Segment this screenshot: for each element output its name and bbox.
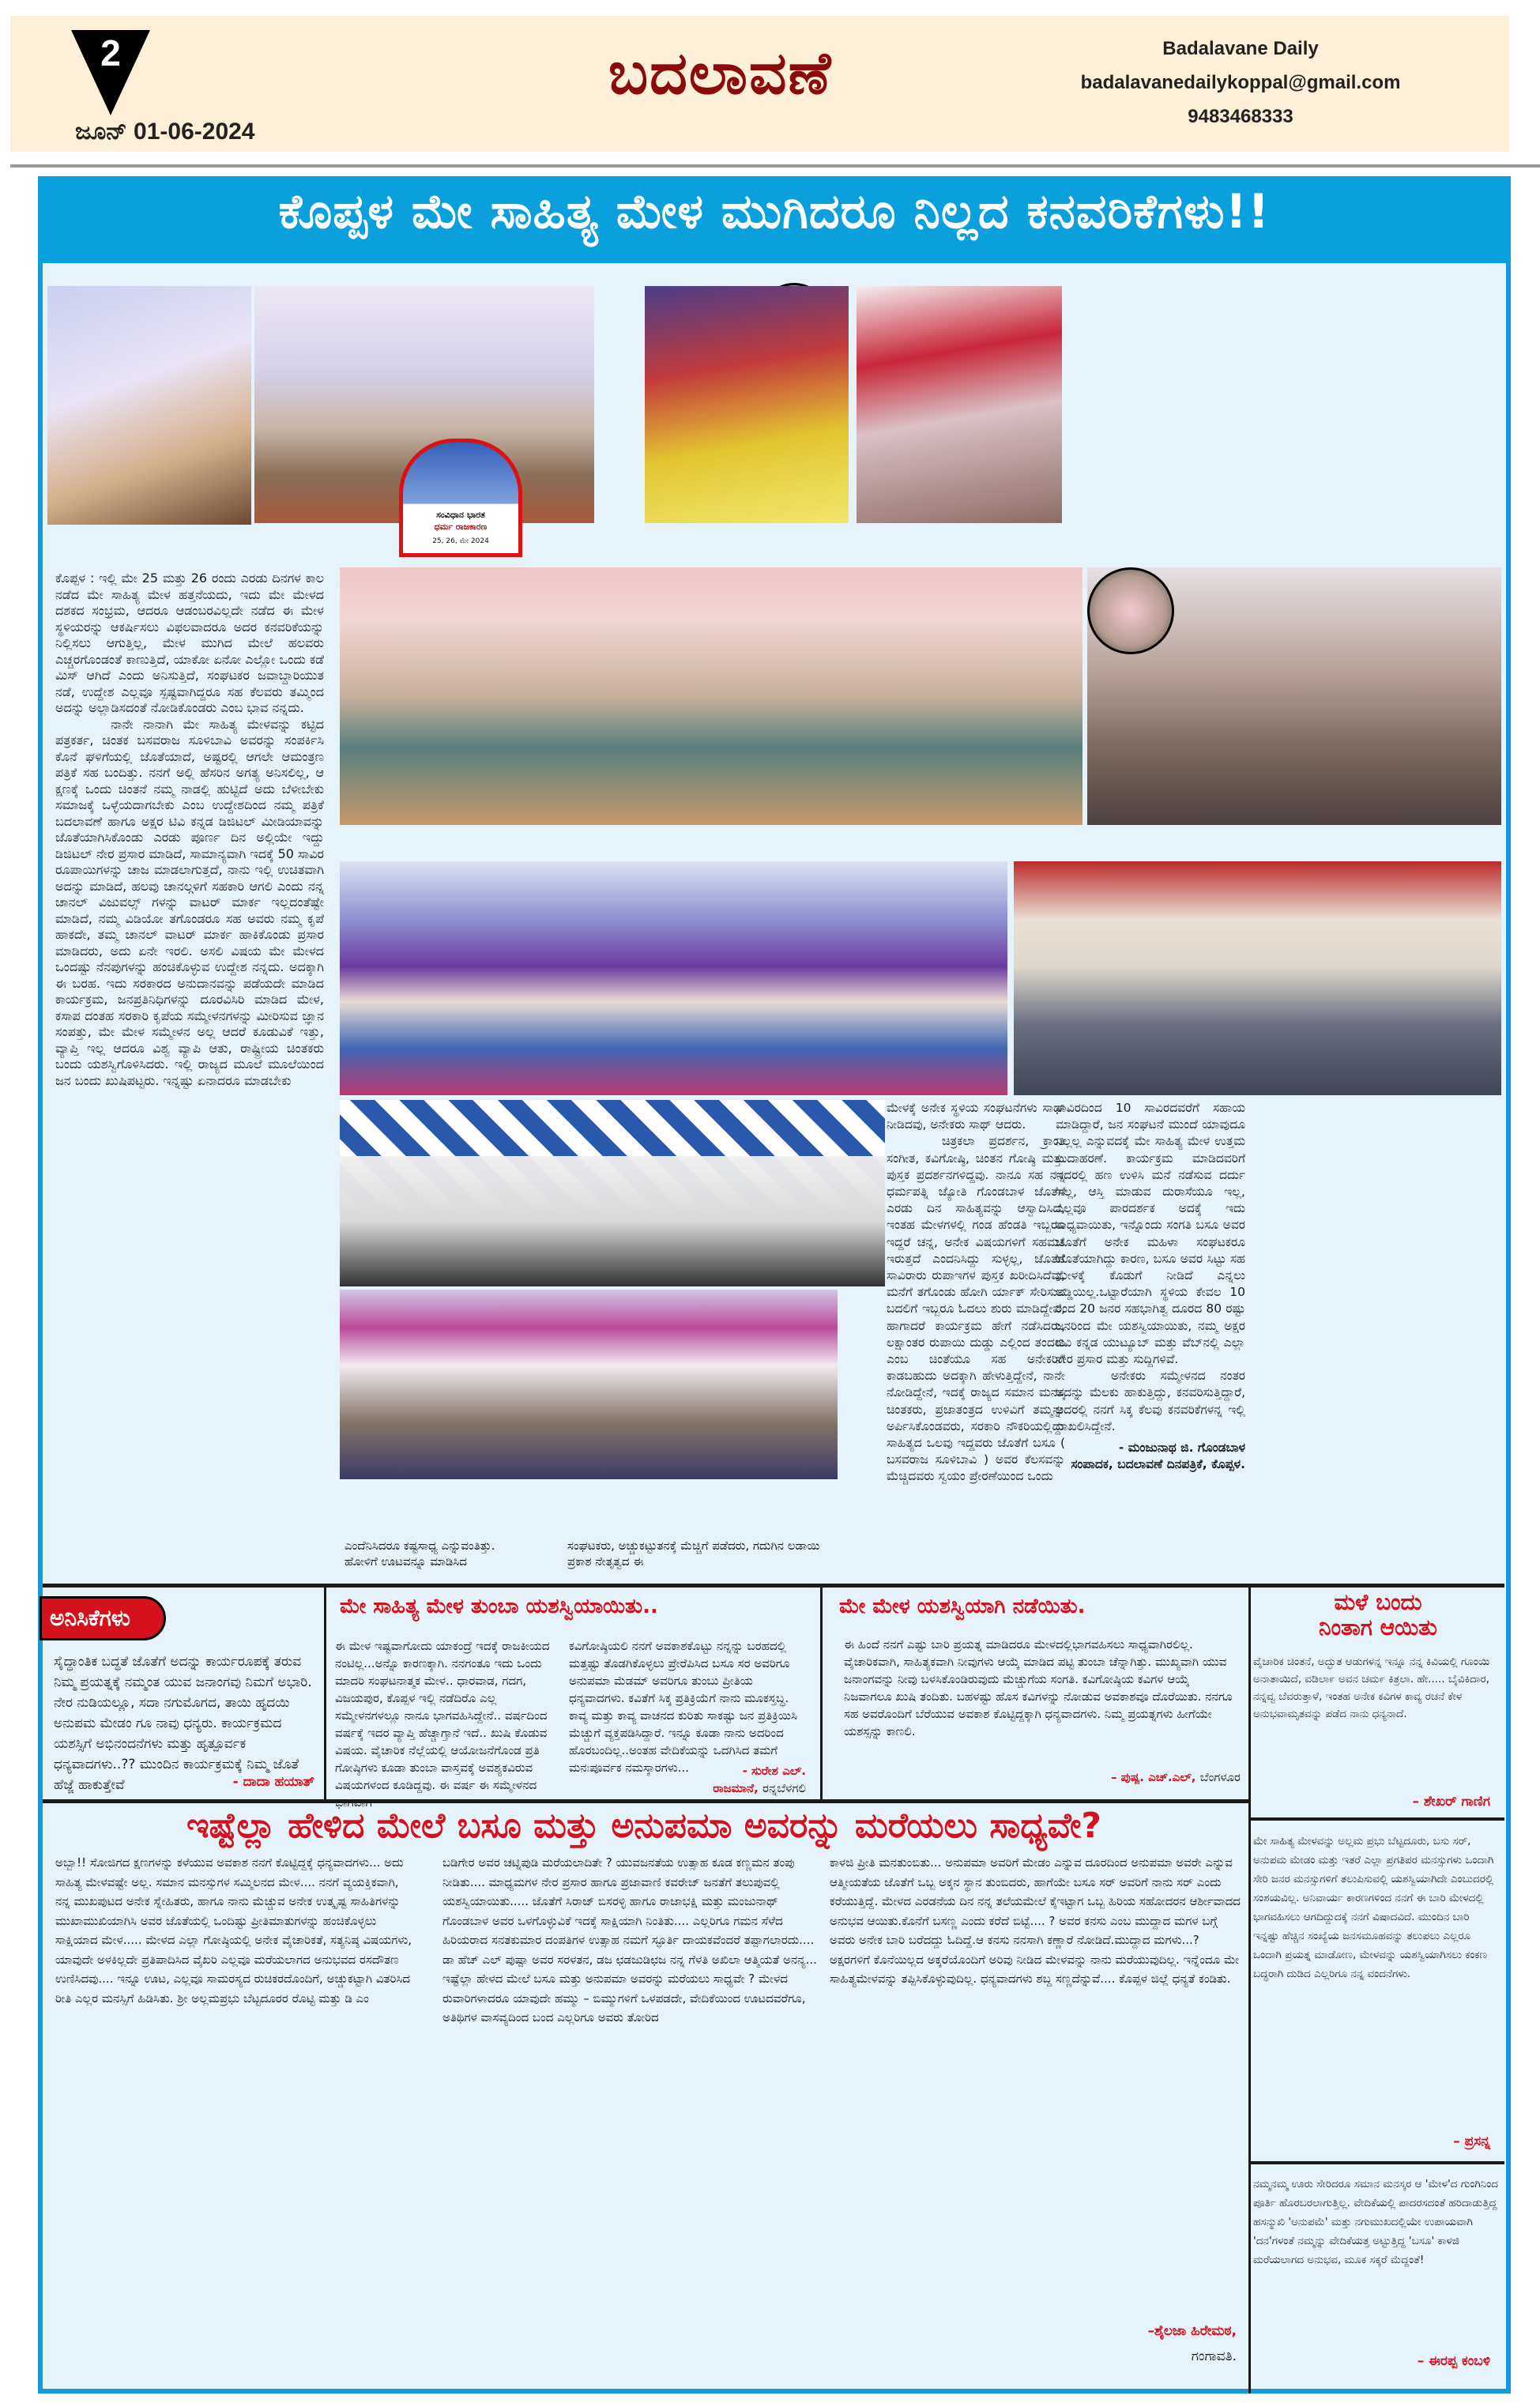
- article-paragraph: ಸಾವಿರದಿಂದ 10 ಸಾವಿರದವರೆಗೆ ಸಹಾಯ ಮಾಡಿದ್ದಾರೆ, ಜನ ಸಂಘಟನೆ ಮುಂದೆ ಯಾವುದೂ ನಿಲ್ಲಲ್ಲ ಎನ್ನುವದಕ್ಕೆ ಮೇ ಸಾಹಿತ್ಯ ಮೇಳ ಉತ್ತಮ ಉದಾಹರಣೆ. ಕಾರ್ಯಕ್ರಮ ಮಾಡಿದವರಿಗೆ ಇದರಲ್ಲಿ ಹಣ ಉಳಿಸಿ ಮನೆ ನಡೆಸುವ ದರ್ದು ಇಲ್ಲ, ಆಸ್ತಿ ಮಾಡುವ ದುರಾಸೆಯೂ ಇಲ್ಲ, ಎಲ್ಲವೂ ಪಾರದರ್ಶಕ ಅದಕ್ಕೆ ಇದು ಸಾಧ್ಯವಾಯಿತು, ಇನ್ನೊಂದು ಸಂಗತಿ ಬಸೂ ಅವರ ಜೊತೆಗೆ ಅನೇಕ ಮಹಿಳಾ ಸಂಘಟಕರೂ ಜೊತೆಯಾಗಿದ್ದು ಕಾರಣ, ಬಸೂ ಅವರ ಸಿಟ್ಟು ಸಹ ಮೇಳಕ್ಕೆ ಕೊಡುಗೆ ನೀಡಿದೆ ಎನ್ನಲು ಅಡ್ಡಿಯಿಲ್ಲ.ಒಟ್ಟಾರೆಯಾಗಿ ಸ್ಥಳಿಯ ಕೇವಲ 10 ರಿಂದ 20 ಜನರ ಸಹಭಾಗಿತ್ವ ದೂರದ 80 ರಷ್ಟು ಜನರಿಂದ ಮೇ ಯಶಸ್ವಿಯಾಯಿತು, ನಮ್ಮ ಅಕ್ಷರ ಟಿವಿ ಕನ್ನಡ ಯುಟ್ಯೂಬ್ ಮತ್ತು ವೆಬ್‌ನಲ್ಲಿ ಎಲ್ಲಾ ನೇರ ಪ್ರಸಾರ ಮತ್ತು ಸುದ್ದಿಗಳಿವೆ.: [1056, 1101, 1245, 1367]
- article-paragraph: ಚಿತ್ರಕಲಾ ಪ್ರದರ್ಶನ, ಕ್ರಾಂತಿ ಸಂಗೀತ, ಕವಿಗೋಷ್ಠಿ, ಚಿಂತನ ಗೋಷ್ಠಿ ಮತ್ತು ಪುಸ್ತಕ ಪ್ರದರ್ಶನಗಳಿದ್ದವು. ನಾನೂ ಸಹ ನನ್ನ ಧರ್ಮಪತ್ನಿ ಜ್ಯೋತಿ ಗೊಂಡಬಾಳ ಜೊತೆಗೆ ಎರಡು ದಿನ ಸಾಹಿತ್ಯವನ್ನು ಆಸ್ವಾದಿಸಿದೆ, ಇಂತಹ ಮೇಳಗಳಲ್ಲಿ ಗಂಡ ಹೆಂಡತಿ ಇಬ್ಬರೂ ಇದ್ದರೆ ಚನ್ನ, ಅನೇಕ ವಿಷಯಗಳಿಗೆ ಸಹಮತಿ ಇರುತ್ತದೆ ಎಂದನಿಸಿದ್ದು ಸುಳ್ಳಲ್ಲ, ಜೊತೆಗೆ ಸಾವಿರಾರು ರುಪಾಇಗಳ ಪುಸ್ತಕ ಖರೀದಿಸಿದೆವು, ಮನೆಗೆ ತಗೊಂಡು ಹೋಗಿ ರ್ಯಾಕ್ ಸೇರಿಸುವ ಬದಲಿಗೆ ಇಬ್ಬರೂ ಓದಲು ಶುರು ಮಾಡಿದ್ದೇವೆ, ಹಾಗಾದರೆ ಕಾರ್ಯಕ್ರಮ ಹೇಗೆ ನಡೆಸಿದರು, ಲಕ್ಷಾಂತರ ರುಪಾಯಿ ದುಡ್ಡು ಎಲ್ಲಿಂದ ತಂದರು ಎಂಬ ಚಿಂತೆಯೂ ಸಹ ಅನೇಕರಿಗೆ ಕಾಡಬಹುದು ಅದಕ್ಕಾಗಿ ಹೇಳುತ್ತಿದ್ದೇನೆ, ನಾನೇ ನೋಡಿದ್ದೇನೆ, ಇದಕ್ಕೆ ರಾಜ್ಯದ ಸಮಾನ ಮನಸ್ಕ ಚಿಂತಕರು, ಪ್ರಜಾತಂತ್ರದ ಉಳಿವಿಗೆ ತಮ್ಮನ್ನು ಅರ್ಪಿಸಿಕೊಂಡವರು, ಸರಕಾರಿ ನೌಕರಿಯಲ್ಲಿದ್ದು ಸಾಹಿತ್ಯದ ಒಲವು ಇದ್ದವರು ಜೊತೆಗೆ ಬಸೂ ( ಬಸವರಾಜ ಸೂಳಿಬಾವಿ ) ಅವರ ಕೆಲಸವನ್ನು ಮೆಚ್ಚಿದವರು ಸ್ವಯಂ ಪ್ರೇರಣೆಯಿಂದ ಒಂದು: [887, 1134, 1065, 1484]
- bottom-article-author-place: ಗಂಗಾವತಿ.: [1191, 2348, 1237, 2364]
- opinion-1-text: ಸೈದ್ಧಾಂತಿಕ ಬದ್ಧತೆ ಜೊತೆಗೆ ಅದನ್ನು ಕಾರ್ಯರೂಪಕ್ಕೆ ತರುವ ನಿಮ್ಮ ಪ್ರಯತ್ನಕ್ಕೆ ನಮ್ಮಂತ ಯುವ ಜನಾಂಗವು ನಿಮಗೆ ಅಭಾರಿ. ನೇರ ನುಡಿಯಲ್ಲೂ, ಸದಾ ನಗುಮೊಗದ, ತಾಯಿ ಹೃದಯಿ ಅನುಪಮ ಮೇಡಂ ಗೂ ನಾವು ಧನ್ಯರು. ಕಾರ್ಯಕ್ರಮದ ಯಶಸ್ಸಿಗೆ ಅಭಿನಂದನೆಗಳು ಮತ್ತು ಹೃತ್ಪೂರ್ವಕ ಧನ್ಯವಾದಗಳು..?? ಮುಂದಿನ ಕಾರ್ಯಕ್ರಮಕ್ಕೆ ನಿಮ್ಮ ಜೊತೆ ಹೆಜ್ಜೆ ಹಾಕುತ್ತೇವೆ: [54, 1654, 312, 1793]
- photo-group-checkered: [340, 1100, 885, 1286]
- opinion-3-text: ಈ ಹಿಂದೆ ನನಗೆ ಎಷ್ಟು ಬಾರಿ ಪ್ರಯತ್ನ ಮಾಡಿದರೂ ಮೇಳದಲ್ಲಿಭಾಗವಹಿಸಲು ಸಾಧ್ಯವಾಗಿರಲಿಲ್ಲ. ವೈಚಾರಿಕವಾಗಿ, ಸಾಹಿತ್ಯಕವಾಗಿ ನೀವುಗಳು ಆಯ್ಕೆ ಮಾಡಿದ ಪಟ್ಟಿ ತುಂಬಾ ಚೆನ್ನಾಗಿತ್ತು. ಮುಖ್ಯವಾಗಿ ಯುವ ಜನಾಂಗವನ್ನು ನೀವು ಬಳಸಿಕೊಂಡಿರುವುದು ಮೆಚ್ಚುಗೆಯ ಸಂಗತಿ. ಕವಿಗೋಷ್ಠಿಯ ಕವಿಗಳ ಆಯ್ಕೆ ನಿಜವಾಗಲೂ ಖುಷಿ ತಂದಿತು. ಬಹಳಷ್ಟು ಹೊಸ ಕವಿಗಳನ್ನು ನೋಡುವ ಅವಕಾಶವೂ ದೊರೆಯಿತು. ನನಗೂ ಸಹ ಅವರೊಂದಿಗೆ ಬೆರೆಯುವ ಅವಕಾಶ ಕೊಟ್ಟಿದ್ದಕ್ಕಾಗಿ ಧನ್ಯವಾದಗಳು. ನಿಮ್ಮ ಪ್ರಯತ್ನಗಳು ಹೀಗೆಯೇ ಯಶಸ್ಸನ್ನು ಕಾಣಲಿ.: [844, 1637, 1233, 1738]
- opinion-1-author: - ದಾದಾ ಹಯಾತ್: [232, 1774, 314, 1790]
- column-divider: [820, 1588, 823, 1801]
- opinion-2-column-2: ಕವಿಗೋಷ್ಠಿಯಲಿ ನನಗೆ ಅವಕಾಶಕೊಟ್ಟು ನನ್ನನ್ನು ಬರಹದಲ್ಲಿ ಮತ್ತಷ್ಟು ತೊಡಗಿಕೊಳ್ಳಲು ಪ್ರೇರೆಪಿಸಿದ ಬಸೂ ಸರ ಅವರಿಗೂ ಅನುಪಮಾ ಮೆಡಮ್ ಅವರಿಗೂ ತುಂಬು ಪ್ರೀತಿಯ ಧನ್ಯವಾದಗಳು. ಕವಿತೆಗೆ ಸಿಕ್ಕ ಪ್ರತಿಕ್ರಿಯೆಗೆ ನಾನು ಮೂಕಸ್ತಬ್ಧ. ಕಾವ್ಯ ಮತ್ತು ಕಾವ್ಯ ವಾಚನದ ಕುರಿತು ಸಾಕಷ್ಟು ಜನ ಪ್ರತಿಕ್ರಿಯಿಸಿ ಮೆಚ್ಚುಗೆ ವ್ಯಕ್ತಪಡಿಸಿದ್ದಾರೆ. ಇನ್ನೂ ಕೂಡಾ ನಾನು ಅದರಿಂದ ಹೊರಬಂದಿಲ್ಲ..ಅಂತಹ ವೇದಿಕೆಯನ್ನು ಒದಗಿಸಿದ ತಮಗೆ ಮನಃಪೂರ್ವಕ ನಮಸ್ಕಾರಗಳು...: [569, 1639, 797, 1775]
- article-continuation-left: ಎಂದೆನಿಸಿದರೂ ಕಷ್ಟಸಾಧ್ಯ ಎನ್ನುವಂತಿತ್ತು. ಹೋಳಿಗೆ ಊಟವನ್ನೂ ಮಾಡಿಸಿದ: [345, 1539, 495, 1569]
- opinion-3-author-place: ಬೆಂಗಳೂರ: [1199, 1770, 1241, 1784]
- article-paragraph: ನಾನೇ ನಾನಾಗಿ ಮೇ ಸಾಹಿತ್ಯ ಮೇಳವನ್ನು ಕಟ್ಟಿದ ಪತ್ರಕರ್ತ, ಚಿಂತಕ ಬಸವರಾಜ ಸೂಳಿಬಾವಿ ಅವರನ್ನು ಸಂಪರ್ಕಿಸಿ ಕೊನೆ ಘಳಿಗೆಯಲ್ಲಿ ಜೊತೆಯಾದೆ, ಅಷ್ಟರಲ್ಲಿ ಆಗಲೇ ಆಮಂತ್ರಣ ಪತ್ರಿಕೆ ಸಹ ಬಂದಿತ್ತು. ನನಗೆ ಅಲ್ಲಿ ಹೆಸರಿನ ಅಗತ್ಯ ಅನಿಸಲಿಲ್ಲ, ಆ ಕ್ಷಣಕ್ಕೆ ಒಂದು ಚಿಂತನೆ ನಮ್ಮ ನಾಡಲ್ಲಿ ಹುಟ್ಟಿದೆ ಅದು ಬೆಳೀಬೇಕು ಸಮಾಜಕ್ಕೆ ಒಳ್ಳೆಯದಾಗಬೇಕು ಎಂಬ ಉದ್ದೇಶದಿಂದ ನಮ್ಮ ಪತ್ರಿಕೆ ಬದಲಾವಣೆ ಹಾಗೂ ಅಕ್ಷರ ಟಿವಿ ಕನ್ನಡ ಡಿಜಿಟಲ್ ಮೀಡಿಯಾವನ್ನು ಜೊತೆಯಾಗಿಸಿಕೊಂಡು ಎರಡು ಪೂರ್ಣ ದಿನ ಅಲ್ಲಿಯೇ ಇದ್ದು ಡಿಜಿಟಲ್ ನೇರ ಪ್ರಸಾರ ಮಾಡಿದೆ, ಸಾಮಾನ್ಯವಾಗಿ ಇದಕ್ಕೆ 50 ಸಾವಿರ ರೂಪಾಯಿಗಳನ್ನು ಚಾಜ ಮಾಡಲಾಗುತ್ತದೆ, ನಾನು ಇಲ್ಲಿ ಉಚಿತವಾಗಿ ಅದನ್ನು ಮಾಡಿದೆ, ಹಲವು ಚಾನಲ್ಗಳಿಗೆ ಸಹಕಾರಿ ಆಗಲಿ ಎಂದು ನನ್ನ ಚಾನಲ್ ವಿಜುವಲ್ಸ್ ಗಳನ್ನು ವಾಟರ್ ಮಾರ್ಕ ಇಲ್ಲದಂತೆಷ್ಟೇ ಮಾಡಿದೆ, ನಮ್ಮ ವಿಡಿಯೋ ತಗೊಂಡರೂ ಸಹ ಅವರು ನಮ್ಮ ಕೃಪೆ ಹಾಕದೇ, ತಮ್ಮ ಚಾನಲ್ ವಾಟರ್ ಮಾರ್ಕ ಹಾಕಿಕೊಂಡು ಪ್ರಸಾರ ಮಾಡಿದರು, ಅದು ಏನೇ ಇರಲಿ. ಅಸಲಿ ವಿಷಯ ಮೇ ಮೇಳದ ಒಂದಷ್ಟು ನೆನಪುಗಳನ್ನು ಹಂಚಿಕೊಳ್ಳುವ ಉದ್ದೇಶ ನನ್ನದು. ಅದಕ್ಕಾಗಿ ಈ ಬರಹ. ಇದು ಸರಕಾರದ ಅನುದಾನವನ್ನು ಪಡೆಯದೇ ಮಾಡಿದ ಕಾರ್ಯಕ್ರಮ, ಜನಪ್ರತಿನಿಧಿಗಳನ್ನು ದೂರವಿಸಿರಿ ಮಾಡಿದ ಮೇಳ, ಕಸಾಪ ದಂತಹ ಸರಕಾರಿ ಕೃಪೆಯ ಸಮ್ಮೇಳನಗಳನ್ನು ಮೀರಿಸುವ ಜ್ಞಾನ ಸಂಪತ್ತು, ಮೇ ಮೇಳ ಸಮ್ಮೇಳನ ಅಲ್ಲ ಆದರೆ ಕೂಡುವಿಕೆ ಇತ್ತು, ವ್ಯಾಪ್ತಿ ಇಲ್ಲ ಆದರೂ ವಿಶ್ವ ವ್ಯಾಪಿ ಆತು, ರಾಷ್ಟ್ರೀಯ ಚಿಂತಕರು ಬಂದು ಯಶಸ್ವಿಗೊಳಿಸಿದರು. ಇಲ್ಲಿ ರಾಜ್ಯದ ಮೂಲೆ ಮೂಲೆಯಿಂದ ಜನ ಬಂದು ಖುಷಿಪಟ್ಟರು. ಇನ್ನಷ್ಟು ಏನಾದರೂ ಮಾಡಬೇಕು: [55, 716, 324, 1088]
- opinion-4-author: – ಶೇಖರ್ ಗಾಣಿಗ: [1412, 1794, 1490, 1810]
- bottom-article-column-2: ಬಡಿಗೇರ ಅವರ ಚಟ್ನಿಪುಡಿ ಮರೆಯಲಾದಿತೇ ? ಯುವಜನತೆಯ ಉತ್ಸಾಹ ಕೂಡ ಕಣ್ಣಮನ ತಂಪು ನೀಡಿತು.... ಮಾಧ್ಯಮಗಳ ನೇರ ಪ್ರಸಾರ ಹಾಗೂ ಪ್ರಜಾವಾಣಿ ಕವರೇಜ್ ಜನತೆಗೆ ತಲುಪುವಲ್ಲಿ ಯಶಸ್ವಿಯಾಯಿತು..... ಜೊತೆಗೆ ಸಿರಾಜ್ ಬಿಸರಳ್ಳಿ ಹಾಗೂ ರಾಜಾಭಕ್ಷಿ ಮತ್ತು ಮಂಜುನಾಥ್ ಗೊಂಡಬಾಳ ಅವರ ಒಳಗೊಳ್ಳುವಿಕೆ ಇದಕ್ಕೆ ಸಾಕ್ಷಿಯಾಗಿ ನಿಂತಿತು.... ಎಲ್ಲರಿಗೂ ಗಮನ ಸೆಳೆದ ಹಿರಿಯರಾದ ಸನತಕುಮಾರ ದಂಪತಿಗಳ ಉತ್ಸಾಹ ನಮಗೆ ಸ್ಫೂರ್ತಿ ದಾಯಕವೆಂದರೆ ತಪ್ಪಾಗಲಾರದು.... ಡಾ ಹೆಚ್ ಎಲ್ ಪುಷ್ಪಾ ಅವರ ಸರಳತನ, ಡಜ ಛಡಜುಡಿಛಜ ನನ್ನ ಗೆಳತಿ ಅಖಿಲಾ ಆತ್ಮಿಯತೆ ಅನನ್ಯ... ಇಷ್ಟೆಲ್ಲಾ ಹೇಳದ ಮೇಲೆ ಬಸೂ ಮತ್ತು ಅನುಪಮಾ ಅವರನ್ನು ಮರೆಯಲು ಸಾಧ್ಯವೇ ? ಮೇಳದ ರುವಾರಿಗಳಾದರೂ ಯಾವುದೇ ಹಮ್ಮು – ಬಿಮ್ಮುಗಳಿಗೆ ಒಳಪಡದೇ, ವೇದಿಕೆಯಿಂದ ಊಟದವರೆಗೂ, ಅತಿಥಿಗಳ ವಾಸವ್ಯದಿಂದ ಬಂದ ಎಲ್ಲರಿಗೂ ಅವರು ತೋರಿದ: [442, 1855, 817, 2024]
- opinion-5-text: ಮೇ ಸಾಹಿತ್ಯ ಮೇಳವನ್ನು ಅಲ್ಲಮ ಪ್ರಭು ಬೆಟ್ಟದೂರು, ಬಸು ಸರ್, ಅನುಪಮ ಮೇಡಂ ಮತ್ತು ಇತರೆ ಎಲ್ಲಾ ಪ್ರಗತಿಪರ ಮನಸ್ಸುಗಳು ಒಂದಾಗಿ ಸೇರಿ ಜನರ ಮನಸ್ಸುಗಳಿಗೆ ತಲುಪಿಸುವಲ್ಲಿ ಯಶಸ್ವಿಯಾಗಿದೇ ಎಂಬುದರಲ್ಲಿ ಸಂಶಯವಿಲ್ಲ. ಅನಿವಾರ್ಯ ಕಾರಣಗಳಿಂದ ನನಗೆ ಈ ಬಾರಿ ಮೇಳದಲ್ಲಿ ಭಾಗವಹಿಸಲು ಆಗದಿದ್ದುದಕ್ಕೆ ನನಗೆ ವಿಷಾದವಿದೆ. ಮುಂದಿನ ಬಾರಿ ಇನ್ನಷ್ಟು ಹೆಚ್ಚಿನ ಸಂಖ್ಯೆಯ ಜನಸಮೂಹವನ್ನು ತಲುಪಲು ಎಲ್ಲರೂ ಒಂದಾಗಿ ಪ್ರಯತ್ನ ಮಾಡೋಣ, ಮೇಳವನ್ನು ಯಶಸ್ವಿಯಾಗಿಸಲು ಕಂಕಣ ಬದ್ಧರಾಗಿ ದುಡಿದ ಎಲ್ಲರಿಗೂ ನನ್ನ ವಂದನೆಗಳು.: [1253, 1835, 1494, 1980]
- opinion-6-text: ನಮ್ಮನಮ್ಮ ಊರು ಸೇರಿದರೂ ಸಮಾನ ಮನಸ್ಕರ ಆ 'ಮೇಳ'ದ ಗುಂಗಿನಿಂದ ಪೂರ್ತಿ ಹೊರಬರಲಾಗುತ್ತಿಲ್ಲ. ವೇದಿಕೆಯಲ್ಲಿ ಪಾದರಸದಂತೆ ಹರಿದಾಡುತ್ತಿದ್ದ ಹಸನ್ಮುಖಿ 'ಅನುಪಮೆ' ಮತ್ತು ನಗುಮುಖದಲ್ಲಿಯೇ ಉಪಾಯವಾಗಿ 'ದನ'ಗಳಂತೆ ನಮ್ಮನ್ನು ವೇದಿಕೆಯತ್ತ ಅಟ್ಟುತ್ತಿದ್ದ 'ಬಸೂ' ಕಾಳಜಿ ಮರೆಯಲಾಗದ ಅನುಭವ, ಮೂಕ ಸಕ್ಕರೆ ಮೆದ್ದಂತೆ!: [1253, 2178, 1498, 2266]
- event-poster: [399, 439, 522, 557]
- masthead-divider: [10, 164, 1540, 168]
- section-divider: [43, 1799, 1248, 1803]
- page-number-badge: [71, 30, 150, 115]
- article-column-3: [1056, 1100, 1245, 1473]
- column-divider: [1248, 1588, 1251, 2394]
- opinion-6-author: – ಈರಪ್ಪ ಕಂಬಳಿ: [1417, 2353, 1490, 2369]
- opinion-3-title: ಮೇ ಮೇಳ ಯಶಸ್ವಿಯಾಗಿ ನಡೆಯಿತು.: [839, 1595, 1086, 1618]
- opinions-section-tag: ಅನಿಸಿಕೆಗಳು: [40, 1596, 166, 1640]
- article-paragraph: ಅನೇಕರು ಸಮ್ಮೇಳನದ ನಂತರ ಅದನ್ನು ಮೆಲಕು ಹಾಕುತ್ತಿದ್ದು, ಕನವರಿಸುತ್ತಿದ್ದಾರೆ, ಅದರಲ್ಲಿ ನನಗೆ ಸಿಕ್ಕ ಕೆಲವು ಕನವರಿಕೆಗಳನ್ನ ಇಲ್ಲಿ ದಾಖಲಿಸಿದ್ದೇನೆ.: [1056, 1369, 1245, 1433]
- newspaper-logo: ಬದಲಾವಣೆ: [608, 40, 833, 107]
- article-continuation-right: ಸಂಘಟಕರು, ಅಚ್ಚುಕಟ್ಟುತನಕ್ಕೆ ಮೆಚ್ಚಿಗೆ ಪಡೆದರು, ಗದುಗಿನ ಲಡಾಯಿ ಪ್ರಕಾಶ ನೇತೃತ್ವದ ಈ: [567, 1539, 820, 1569]
- opinion-2-place: [569, 1781, 806, 1795]
- bottom-article-author: –ಶೈಲಜಾ ಹಿರೇಮಠ,: [1147, 2323, 1237, 2339]
- opinion-2-author: - ಸುರೇಶ ಎಲ್.: [742, 1764, 806, 1778]
- article-paragraph: ಮೇಳಕ್ಕೆ ಅನೇಕ ಸ್ಥಳಿಯ ಸಂಘಟನೆಗಳು ಸಾಥ್ ನೀಡಿದವು, ಅನೇಕರು ಸಾಥ್ ಆದರು.: [887, 1101, 1065, 1132]
- photo-inset-audience-speaker: [1087, 567, 1174, 654]
- article-column-1: [55, 571, 324, 1089]
- section-divider: [1248, 1817, 1504, 1821]
- photo-award-ceremony: [47, 286, 251, 525]
- photo-panel-discussion: [340, 567, 1083, 825]
- article-paragraph: ಕೊಪ್ಪಳ : ಇಲ್ಲಿ ಮೇ 25 ಮತ್ತು 26 ರಂದು ಎರಡು ದಿನಗಳ ಕಾಲ ನಡೆದ ಮೇ ಸಾಹಿತ್ಯ ಮೇಳ ಹತ್ತನೆಯದು, ಇದು ಮೇ ಮೇಳದ ದಶಕದ ಸಂಭ್ರಮ, ಆದರೂ ಆಡಂಬರವಿಲ್ಲದೇ ನಡೆದ ಈ ಮೇಳ ಸ್ಥಳಿಯರನ್ನು ಆಕರ್ಷಿಸಲು ವಿಫಲವಾದರೂ ಅದರ ಕನವರಿಕೆಯನ್ನು ನಿಲ್ಲಿಸಲು ಆಗುತ್ತಿಲ್ಲ, ಮೇಳ ಮುಗಿದ ಮೇಲೆ ಹಲವರು ಎಚ್ಚರಗೊಂಡಂತೆ ಕಾಣುತ್ತಿದೆ, ಯಾಕೋ ಏನೋ ಎಲ್ಲೋ ಒಂದು ಕಡೆ ಮಿಸ್ ಆಗಿದೆ ಎಂದು ಅನಿಸುತ್ತಿದೆ, ಸಂಘಟಕರ ಜವಾಬ್ದಾರಿಯುತ ನಡೆ, ಉದ್ದೇಶ ಎಲ್ಲವೂ ಸ್ಪಷ್ಟವಾಗಿದ್ದರೂ ಸಹ ಕೆಲವರು ತಮ್ಮಿಂದ ಅದನ್ನು ಅಲ್ಲಾಡಿಸದಂತೆ ನೋಡಿಕೊಂಡರು ಎಂಬ ಭಾವ ನನ್ನದು.: [55, 571, 324, 715]
- opinion-4-title-line-2: ನಿಂತಾಗ ಆಯಿತು: [1319, 1614, 1437, 1640]
- contact-phone: 9483468333: [1188, 106, 1293, 127]
- contact-block: [1075, 32, 1406, 134]
- issue-date: ಜೂನ್ 01-06-2024: [75, 119, 255, 145]
- photo-women-group: [857, 286, 1062, 523]
- article-byline-name: - ಮಂಜುನಾಥ ಜಿ. ಗೊಂಡಬಾಳ: [1118, 1441, 1245, 1456]
- article-column-2: [887, 1100, 1065, 1486]
- main-headline: ಕೊಪ್ಪಳ ಮೇ ಸಾಹಿತ್ಯ ಮೇಳ ಮುಗಿದರೂ ನಿಲ್ಲದ ಕನವರಿಕೆಗಳು!!: [278, 184, 1271, 239]
- section-divider: [43, 1584, 1504, 1588]
- poster-title: ಸಂವಿಧಾನ ಭಾರತ: [436, 510, 485, 520]
- photo-felicitation: [1014, 861, 1501, 1095]
- bottom-article-title: ಇಷ್ಟೆಲ್ಲಾ ಹೇಳಿದ ಮೇಲೆ ಬಸೂ ಮತ್ತು ಅನುಪಮಾ ಅವರನ್ನು ಮರೆಯಲು ಸಾಧ್ಯವೇ?: [186, 1806, 1101, 1846]
- opinion-2-title: ಮೇ ಸಾಹಿತ್ಯ ಮೇಳ ತುಂಬಾ ಯಶಸ್ವಿಯಾಯಿತು..: [340, 1595, 658, 1618]
- opinion-4-title: [1252, 1590, 1504, 1640]
- photo-woman-speaking: [645, 286, 849, 523]
- bottom-article-column-1: ಅಬ್ಬಾ!! ಸೋಜಿಗದ ಕ್ಷಣಗಳನ್ನು ಕಳೆಯುವ ಅವಕಾಶ ನನಗೆ ಕೊಟ್ಟಿದ್ದಕ್ಕೆ ಧನ್ಯವಾದಗಳು... ಅದು ಸಾಹಿತ್ಯ ಮೇಳವಷ್ಟೇ ಅಲ್ಲ. ಸಮಾನ ಮನಸ್ಸುಗಳ ಸಮ್ಮಿಲನದ ಮೇಳ.... ನನಗೆ ವ್ಯಯಕ್ತಿಕವಾಗಿ, ನನ್ನ ಮುಖಪುಟದ ಅನೇಕ ಸ್ನೇಹಿತರು, ಹಾಗೂ ನಾನು ಮೆಚ್ಚುವ ಅನೇಕ ಉತ್ಕೃಷ್ಟ ಸಾಹಿತಿಗಳನ್ನು ಮುಖಾಮುಖಿಯಾಗಿಸಿ ಅವರ ಜೊತೆಯಲ್ಲಿ ಒಂದಿಷ್ಟು ಪ್ರೀತಿಮಾತುಗಳನ್ನು ಹಂಚಿಕೊಳ್ಳಲು ಸಾಕ್ಷಿಯಾದ ಮೇಳ..... ಮೇಳದ ಎಲ್ಲಾ ಗೋಷ್ಠಿಯಲ್ಲಿ ಅನೇಕ ವೈಚಾರಿಕತೆ, ಸತ್ಯನಿಷ್ಠ ವಿಷಯಗಳು, ಯಾವುದೇ ಅಳಕಿಲ್ಲದೇ ಪ್ರತಿಪಾದಿಸಿದ ವೈಖರಿ ಎಲ್ಲವೂ ಮರೆಯಲಾಗದ ಅನುಭವದ ರಸದೌತಣ ಉಣಿಸಿದವು.... ಇನ್ನೂ ಊಟ, ಎಲ್ಲವೂ ಸಾಮರಸ್ಯದ ರುಚಿಕರದೊಂದಿಗೆ, ಅಚ್ಚುಕಟ್ಟಾಗಿ ವಿತರಿಸಿದ ರೀತಿ ಎಲ್ಲರ ಮನಸ್ಸಿಗೆ ಹಿಡಿಸಿತು. ಶ್ರೀ ಅಲ್ಲಮಪ್ರಭು ಬೆಟ್ಟದೂರರ ರೊಟ್ಟಿ ಮತ್ತು ಡಿ ಎಂ: [55, 1855, 412, 2006]
- publication-name: Badalavane Daily: [1162, 38, 1319, 59]
- bottom-article-column-3: ಕಾಳಜಿ ಪ್ರೀತಿ ಮನತುಂಬಿತು... ಅನುಪಮಾ ಅವರಿಗೆ ಮೇಡಂ ಎನ್ನುವ ದೂರದಿಂದ ಅನುಪಮಾ ಅವರೇ ಎನ್ನುವ ಆತ್ಮೀಯತೆಯ ಜೊತೆಗೆ ಒಬ್ಬ ಅಕ್ಕನ ಸ್ಥಾನ ತುಂಬಿದರು, ಹಾಗೆಯೇ ಬಸೂ ಸರ್ ಅವರಿಗೆ ನಾನು ಸರ್ ಎಂದು ಕರೆಯುತ್ತಿದ್ದೆ. ಮೇಳದ ಎರಡನೆಯ ದಿನ ನನ್ನ ತಲೆಯಮೇಲೆ ಕೈಇಟ್ಟಾಗ ಒಬ್ಬ ಹಿರಿಯ ಸಹೋದರನ ಆರ್ಶೀವಾದದ ಅನುಭವ ಆಯಿತು.ಕೊನೆಗೆ ಬಸಣ್ಣ ಎಂದು ಕರೆದೆ ಬಿಟ್ಟೆ.... ? ಅವರ ಕನಸು ಎಂಬ ಮುದ್ದಾದ ಮಗಳ ಬಗ್ಗೆ ಅವರು ಅನೇಕ ಬಾರಿ ಬರೆದದ್ದು ಓದಿದ್ದೆ.ಆ ಕನಸು ನನಸಾಗಿ ಕಣ್ಣಾರೆ ನೋಡಿದೆ.ಮುದ್ದಾದ ಮಗಳು...? ಅಕ್ಷರಗಳಿಗೆ ಕೊನೆಯಿಲ್ಲದ ಅಕ್ಕರೆಯೊಂದಿಗೆ ಅರಿವು ನೀಡಿದ ಮೇಳವನ್ನು ನಾನು ಮರೆಯುವುದಿಲ್ಲ. ಇನ್ನೆಂದೂ ಮೇ ಸಾಹಿತ್ಯಮೇಳವನ್ನು ತಪ್ಪಿಸಿಕೊಳ್ಳುವುದಿಲ್ಲ. ಧನ್ಯವಾದಗಳು ಶಬ್ದ ಸಣ್ಣದೆನ್ನುವೆ.... ಕೊಪ್ಪಳ ಜಿಲ್ಲೆ ಧನ್ಯತೆ ಕಂಡಿತು.: [830, 1855, 1241, 1986]
- opinion-2-column-1: ಈ ಮೇಳ ಇಷ್ಟವಾಗೋದು ಯಾಕಂದ್ರೆ ಇದಕ್ಕೆ ರಾಜಕೀಯದ ನಂಟಿಲ್ಲ...ಅನ್ನೊ ಕಾರಣಕ್ಕಾಗಿ. ನನಗಂತೂ ಇದು ಒಂದು ಮಾದರಿ ಸಂಘಟನಾತ್ಮಕ ಮೇಳ.. ಧಾರವಾಡ, ಗದಗ, ವಿಜಯಪುರ, ಕೊಪ್ಪಳ ಇಲ್ಲಿ ನಡೆದಿರೊ ಎಲ್ಲ ಸಮ್ಮೇಳನಗಳಲ್ಲೂ ನಾನೂ ಭಾಗವಹಿಸಿದ್ದೇನೆ.. ವರ್ಷದಿಂದ ವರ್ಷಕ್ಕೆ ಇದರ ವ್ಯಾಪ್ತಿ ಹೆಚ್ಚಾಗ್ತಾನೆ ಇದೆ.. ಖುಷಿ ಕೊಡುವ ವಿಷಯ. ವೈಚಾರಿಕ ನೆಲ್ಲೆಯಲ್ಲಿ ಆಯೋಜನೆಗೊಂಡ ಪ್ರತಿ ಗೋಷ್ಠಿಗಳು ಕೂಡಾ ತುಂಬಾ ವಾಸ್ತವಕ್ಕೆ ಅವಶ್ಯಕವಿರುವ ವಿಷಯಗಳಂದ ಕೂಡಿದ್ದವು. ಈ ವರ್ಷ ಈ ಸಮ್ಮೇಳನದ ಭಾಗವಾಗಿ: [335, 1639, 550, 1810]
- opinion-4-title-line-1: ಮಳೆ ಬಂದು: [1334, 1589, 1422, 1615]
- poster-date: 25, 26, ಮೇ 2024: [432, 537, 489, 545]
- photo-plant-inauguration: [340, 1290, 838, 1479]
- opinion-2-place-red: ರಾಜಮಾನೆ,: [713, 1781, 759, 1795]
- opinion-2-place-town: ರನ್ನಬೆಳಗಲಿ: [762, 1781, 806, 1795]
- section-divider: [1248, 2161, 1504, 2164]
- opinion-3-author-name: – ಪುಷ್ಪ. ಎಚ್.ಎಲ್,: [1110, 1770, 1196, 1784]
- poster-subtitle: ಧರ್ಮ ರಾಜಕಾರಣ: [434, 522, 488, 532]
- page-number: 2: [100, 32, 121, 73]
- contact-email: badalavanedailykoppal@gmail.com: [1080, 72, 1401, 93]
- opinion-3-author: [980, 1770, 1241, 1784]
- opinion-5-author: – ಪ್ರಸನ್ನ: [1453, 2134, 1490, 2149]
- photo-group-stage: [340, 861, 1007, 1095]
- opinion-4-text: ವೈಚಾರಿಕ ಚಿಂತನೆ, ಅದ್ಭುತ ಆಡುಗಳನ್ನ ಇನ್ನೂ ನನ್ನ ಕಿವಿಯಲ್ಲಿ ಗೂಂಯಿ ಅನಾತಾಯಿದೆ, ವಡಿಲಾ೯ ಅವನ ಚಮ೯ ಕಿತ್ರಲಾ. ಹೇ..... ಬೈವಿಕಿದಾರ, ನನ್ನವ್ವ ಬೆವರುತ್ತಾಳೆ, ಇಂತಹ ಅನೇಕ ಕವಿಗಳ ಕಾವ್ಯ ರಚನೆ ಕೇಳ ಅನುಭವಾಮೃತವನ್ನು ಪಡೆದ ನಾನು ಧನ್ಯನಾದೆ.: [1253, 1655, 1490, 1720]
- article-byline-role: ಸಂಪಾದಕ, ಬದಲಾವಣೆ ದಿನಪತ್ರಿಕೆ, ಕೊಪ್ಪಳ.: [1071, 1457, 1245, 1472]
- photo-people-row: [340, 1156, 885, 1286]
- column-divider: [324, 1588, 326, 1801]
